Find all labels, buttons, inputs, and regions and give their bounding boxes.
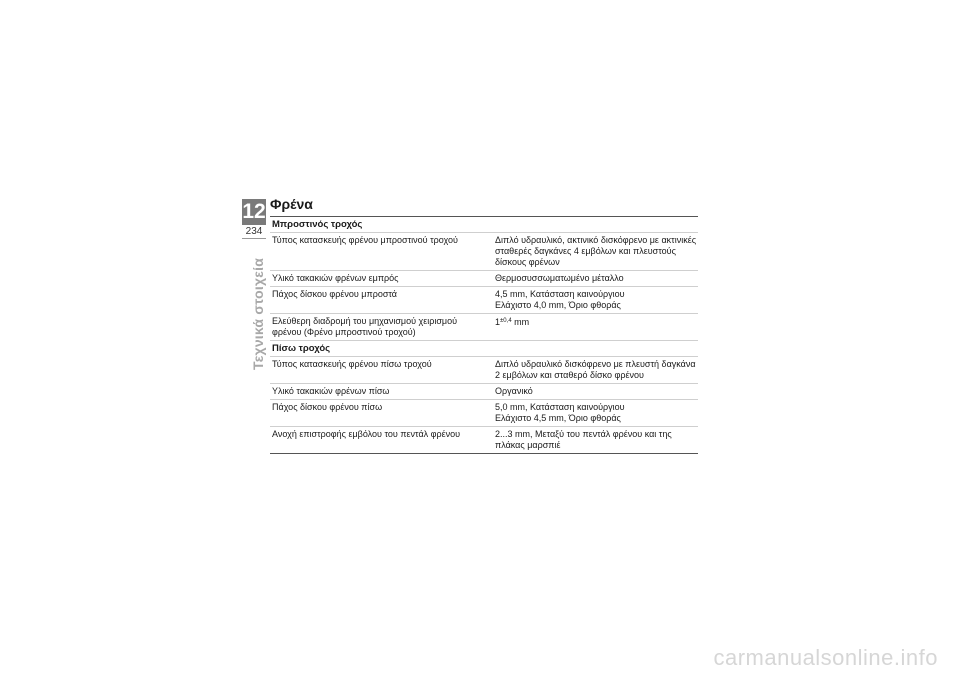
spec-value-line: 2...3 mm, Μεταξύ του πεντάλ φρένου και της [495,429,672,439]
watermark: carmanualsonline.info [713,645,938,670]
spec-value [494,287,698,314]
chapter-tab [242,199,266,239]
table-row [270,271,698,287]
page-number: 234 [242,226,266,239]
spec-label: Πάχος δίσκου φρένου πίσω [270,400,494,427]
brakes-spec-table [270,216,698,454]
spec-label: Πάχος δίσκου φρένου μπροστά [270,287,494,314]
rear-wheel-heading-row [270,341,698,357]
spec-value-line: Διπλό υδραυλικό, ακτινικό δισκόφρενο με ακτινικές [495,235,697,245]
spec-value-line: δίσκους φρένων [495,257,560,267]
spec-value-line: Οργανικό [495,386,533,396]
spec-value [494,357,698,384]
table-row [270,427,698,454]
spec-value [494,400,698,427]
spec-value-line: Διπλό υδραυλικό δισκόφρενο με πλευστή δαγκάνα [495,359,696,369]
spec-label [270,314,494,341]
spec-value-line: σταθερές δαγκάνες 4 εμβόλων και πλευστούς [495,246,676,256]
spec-label: Τύπος κατασκευής φρένου μπροστινού τροχού [270,233,494,271]
spec-value-line: 5,0 mm, Κατάσταση καινούργιου [495,402,625,412]
spec-label-line: Ελεύθερη διαδρομή του μηχανισμού χειρισμού [272,316,458,326]
spec-value-line: 4,5 mm, Κατάσταση καινούργιου [495,289,625,299]
rear-wheel-heading: Πίσω τροχός [270,341,698,357]
table-row [270,357,698,384]
table-row [270,384,698,400]
front-wheel-heading: Μπροστινός τροχός [270,217,698,233]
spec-label: Υλικό τακακιών φρένων πίσω [270,384,494,400]
chapter-number: 12 [242,200,266,223]
spec-value [494,271,698,287]
table-row [270,233,698,271]
section-title: Φρένα [270,196,313,212]
spec-value [494,427,698,454]
spec-value-unit: mm [511,317,530,327]
spec-label: Τύπος κατασκευής φρένου πίσω τροχού [270,357,494,384]
spec-value [494,384,698,400]
table-row [270,400,698,427]
spec-label: Ανοχή επιστροφής εμβόλου του πεντάλ φρένου [270,427,494,454]
spec-value-line: 2 εμβόλων και σταθερό δίσκο φρένου [495,370,644,380]
spec-value [494,314,698,341]
spec-value-line: Ελάχιστο 4,5 mm, Όριο φθοράς [495,413,621,423]
spec-label-line: φρένου (Φρένο μπροστινού τροχού) [272,327,416,337]
spec-value-tolerance: ±0,4 [500,318,512,324]
spec-label: Υλικό τακακιών φρένων εμπρός [270,271,494,287]
spec-value [494,233,698,271]
chapter-side-title: Τεχνικά στοιχεία [250,257,266,370]
spec-value-line: Ελάχιστο 4,0 mm, Όριο φθοράς [495,300,621,310]
spec-value-base: 1 [495,317,501,327]
spec-value-line: Θερμοσυσσωματωμένο μέταλλο [495,273,624,283]
front-wheel-heading-row [270,217,698,233]
table-row [270,314,698,341]
table-row [270,287,698,314]
spec-value-line: πλάκας μαρσπιέ [495,440,561,450]
